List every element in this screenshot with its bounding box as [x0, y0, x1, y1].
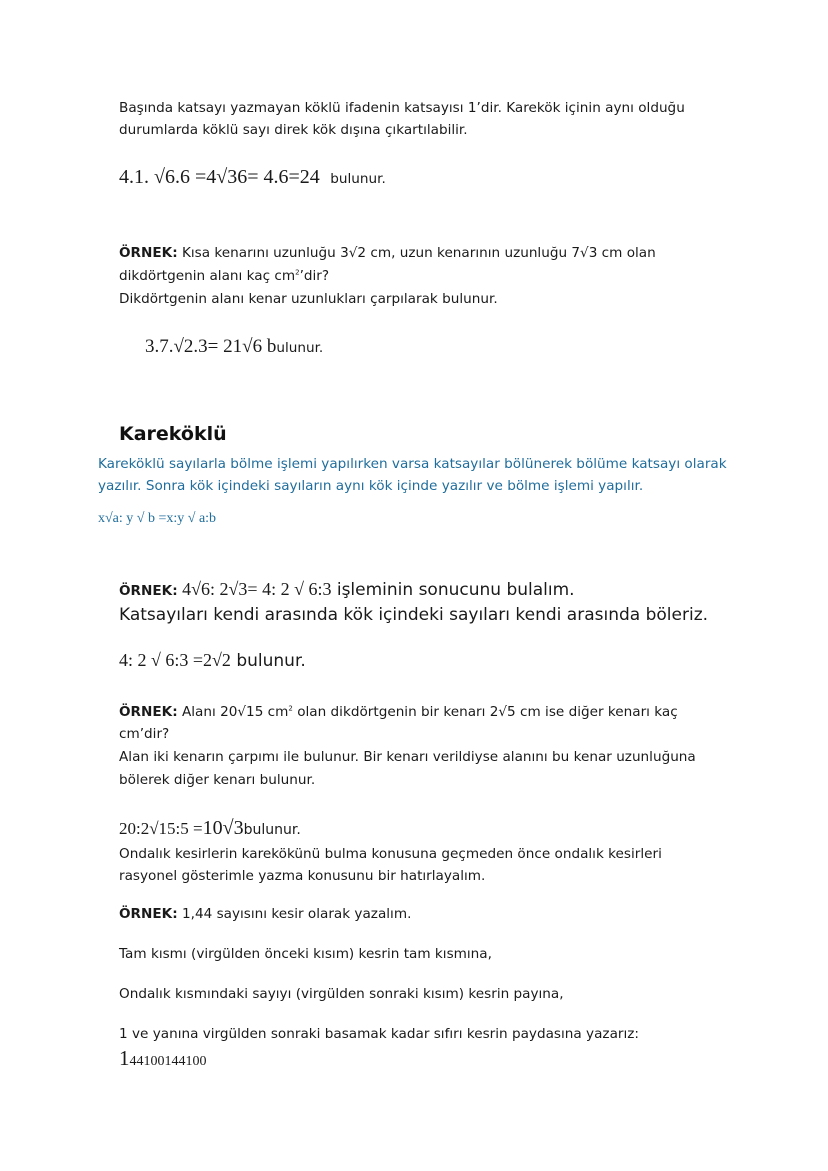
example-1-line-2 — [119, 268, 329, 284]
equation-1-math: 4.1. √6.6 =4√36= 4.6=24 — [119, 166, 320, 188]
example-2-line-2: Katsayıları kendi arasında kök içindeki sayıları kendi arasında böleriz. — [119, 605, 709, 625]
example-2-text: işleminin sonucunu bulalım. — [331, 580, 575, 600]
example-3-text-a: Alanı 20√15 cm — [177, 704, 289, 720]
example-2-result-math: 4: 2 √ 6:3 =2√2 — [119, 650, 231, 670]
example-3-line-1 — [119, 704, 678, 720]
example-3-text-b: olan dikdörtgenin bir kenarı 2√5 cm ise diğer kenarı kaç — [292, 704, 678, 720]
example-4-paragraph-3: 1 ve yanına virgülden sonraki basamak kadar sıfırı kesrin paydasına yazarız: — [119, 1026, 639, 1042]
final-small: 44100 — [129, 1054, 165, 1069]
example-1-line-3: Dikdörtgenin alanı kenar uzunlukları çarpılarak bulunur. — [119, 291, 498, 307]
example-label: ÖRNEK: — [119, 245, 178, 261]
example-1-line-1 — [119, 245, 656, 261]
example-4-paragraph-2: Ondalık kısmındaki sayıyı (virgülden sonraki kısım) kesrin payına, — [119, 986, 564, 1002]
example-3-line-3: Alan iki kenarın çarpımı ile bulunur. Bir kenarı verildiyse alanını bu kenar uzunluğuna — [119, 749, 696, 765]
example-label: ÖRNEK: — [119, 906, 178, 922]
example-2-result — [119, 650, 306, 671]
example-2-line-1 — [119, 579, 575, 600]
section-line-2: yazılır. Sonra kök içindeki sayıların aynı kök içinde yazılır ve bölme işlemi yapılır. — [98, 478, 644, 494]
equation-2-suffix: ulunur. — [276, 340, 324, 356]
example-1-line-2-end: ’dir? — [299, 268, 330, 284]
example-1-line-2-text: dikdörtgenin alanı kaç cm — [119, 268, 296, 284]
equation-2 — [145, 336, 323, 358]
superscript: 2 — [288, 704, 293, 713]
example-1-text: Kısa kenarını uzunluğu 3√2 cm, uzun kenarının uzunluğu 7√3 cm olan — [177, 245, 656, 261]
example-4-paragraph-1: Tam kısmı (virgülden önceki kısım) kesrin tam kısmına, — [119, 946, 492, 962]
equation-1-suffix: bulunur. — [330, 171, 386, 187]
equation-1 — [119, 166, 386, 189]
example-4-final — [119, 1046, 207, 1071]
intro-line-1: Başında katsayı yazmayan köklü ifadenin katsayısı 1’dir. Karekök içinin aynı olduğu — [119, 100, 685, 116]
example-label: ÖRNEK: — [119, 704, 178, 720]
final-big: 1 — [119, 1046, 130, 1070]
superscript: 2 — [295, 268, 300, 277]
example-2-result-text: bulunur. — [230, 651, 306, 671]
example-2-math: 4√6: 2√3= 4: 2 √ 6:3 — [177, 579, 332, 599]
example-4-text: 1,44 sayısını kesir olarak yazalım. — [177, 906, 412, 922]
section-title: Kareköklü — [119, 423, 227, 445]
section-line-1: Kareköklü sayılarla bölme işlemi yapılırken varsa katsayılar bölünerek bölüme katsayı olarak — [98, 456, 727, 472]
example-3-line-5: Ondalık kesirlerin karekökünü bulma konusuna geçmeden önce ondalık kesirleri — [119, 846, 662, 862]
section-formula: x√a: y √ b =x:y √ a:b — [98, 511, 217, 526]
equation-2-math: 3.7.√2.3= 21√6 b — [145, 336, 277, 357]
example-3-equation-a: 20:2√15:5 = — [119, 819, 203, 838]
final-rest: 144100 — [164, 1054, 207, 1069]
intro-line-2: durumlarda köklü sayı direk kök dışına çıkartılabilir. — [119, 122, 468, 138]
example-label: ÖRNEK: — [119, 583, 178, 599]
example-3-line-4: bölerek diğer kenarı bulunur. — [119, 772, 316, 788]
example-3-equation-c: bulunur. — [243, 822, 301, 838]
example-4-line-1 — [119, 906, 411, 922]
example-3-equation — [119, 817, 301, 840]
example-3-line-6: rasyonel gösterimle yazma konusunu bir hatırlayalım. — [119, 868, 486, 884]
example-3-line-2: cm’dir? — [119, 726, 170, 742]
example-3-equation-b: 10√3 — [202, 817, 244, 839]
